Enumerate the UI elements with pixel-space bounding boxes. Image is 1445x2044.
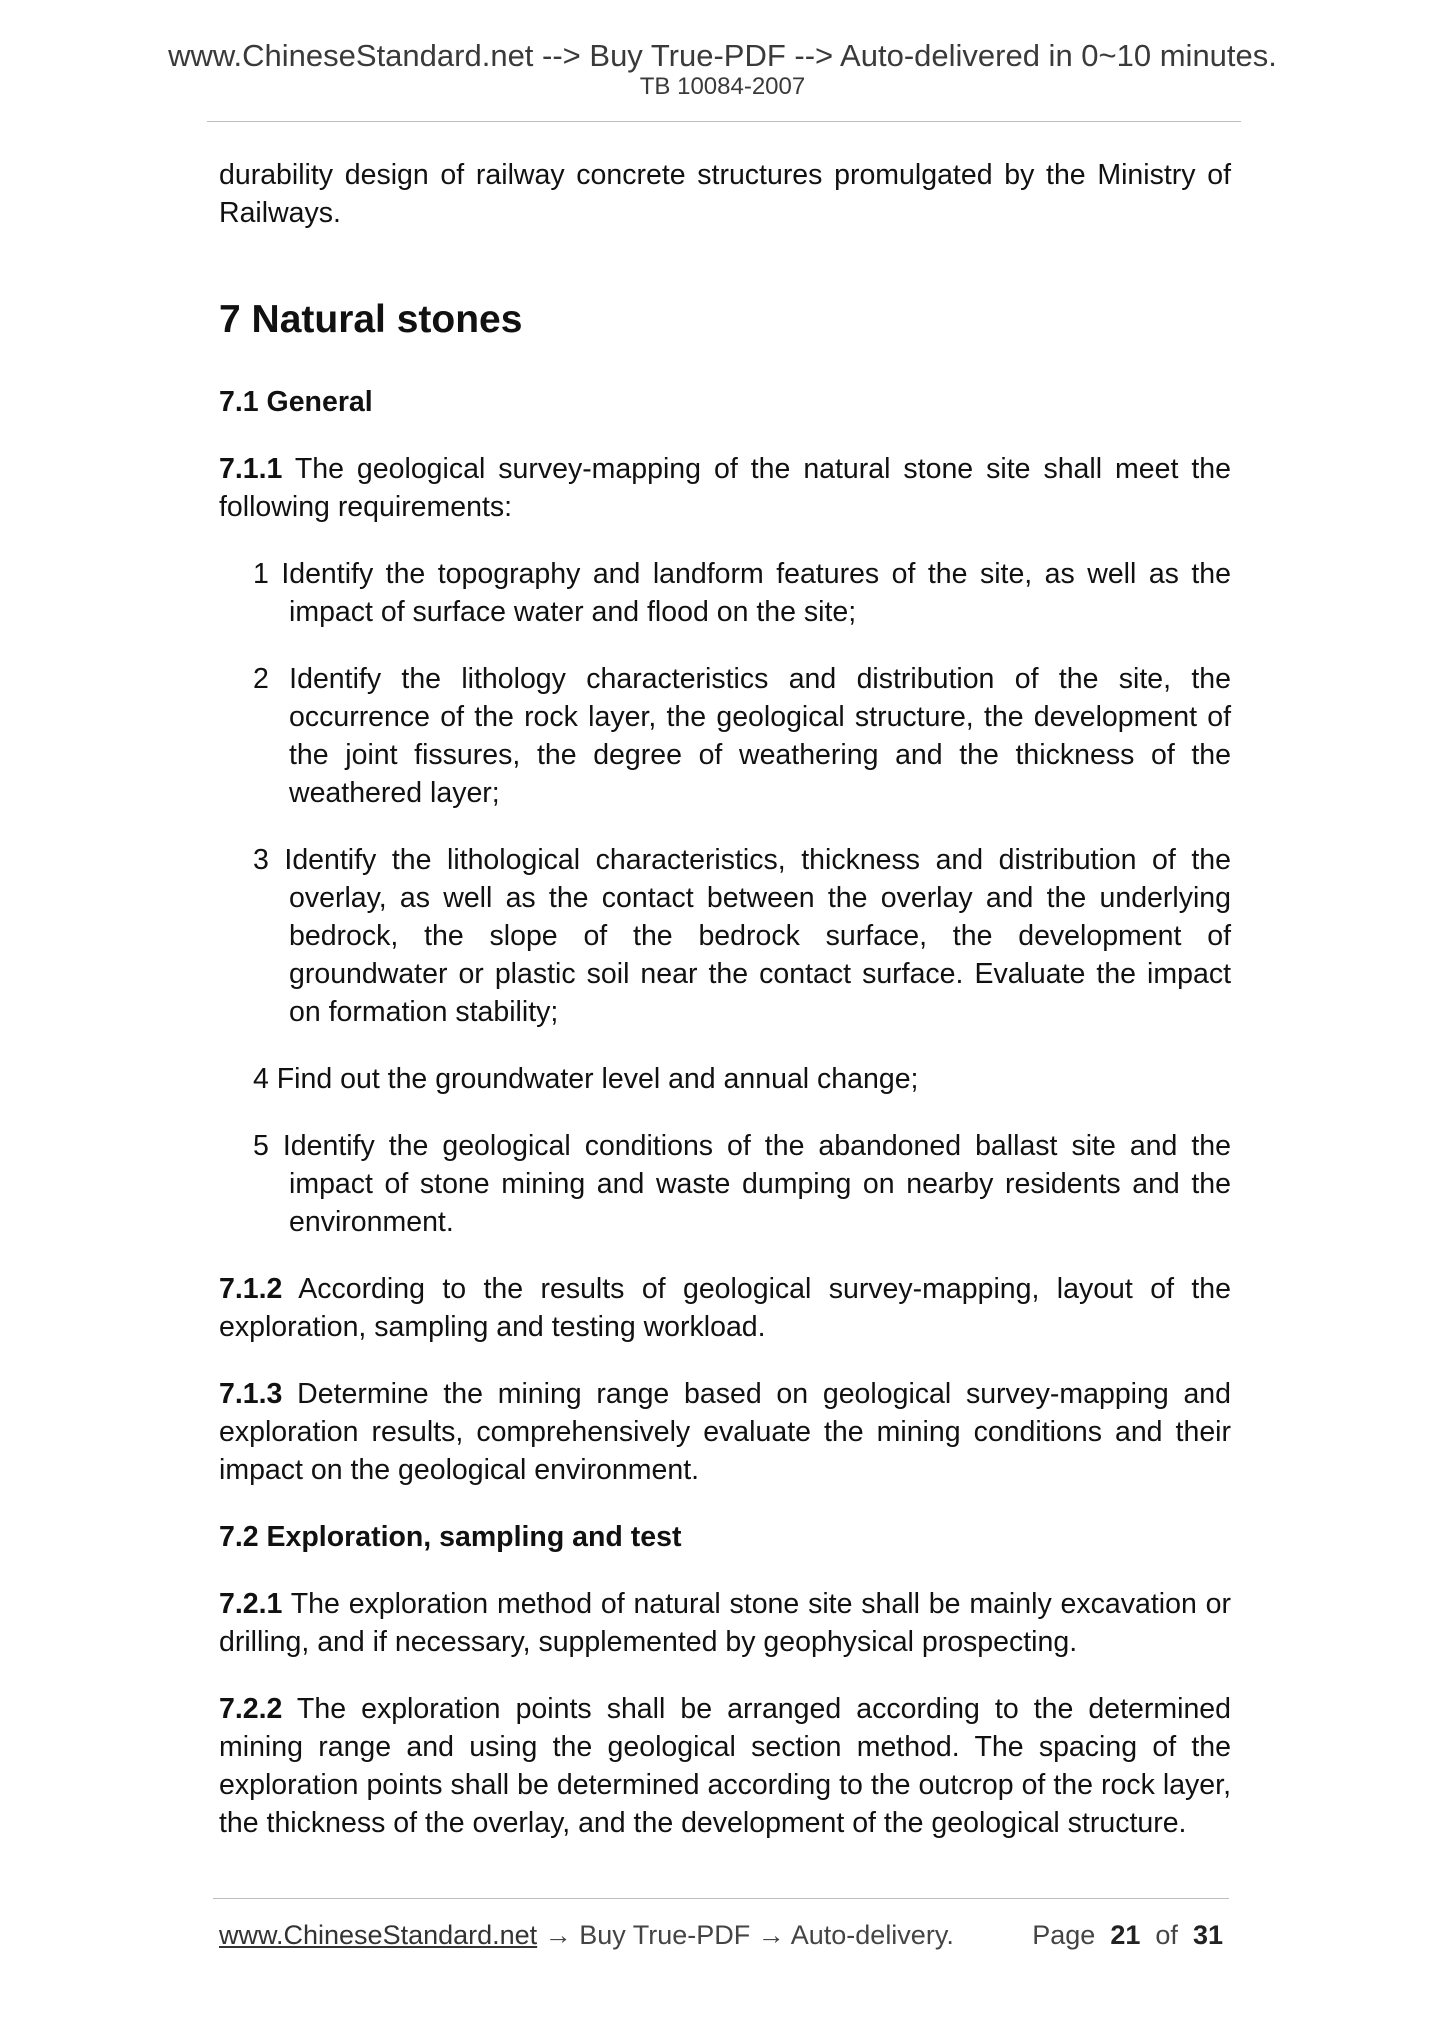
- document-id: TB 10084-2007: [639, 73, 806, 100]
- page-number: 21: [1110, 1920, 1141, 1950]
- clause-text: According to the results of geological survey-mapping, layout of the exploration, sampling and testing workload.: [219, 1273, 1231, 1343]
- list-item: 4 Find out the groundwater level and annual change;: [253, 1063, 919, 1095]
- header-divider: [207, 121, 1241, 122]
- subsection-title-7-2: 7.2 Exploration, sampling and test: [219, 1521, 682, 1553]
- clause-text: The exploration points shall be arranged according to the determined mining range and using the geological section method. The spacing of the exploration points shall be determined according to the outcrop of the rock layer, the thickness of the overlay, and the development of the geological structure.: [219, 1693, 1231, 1839]
- list-item: 3 Identify the lithological characteristics, thickness and distribution of the overlay, as well as the contact between the overlay and the underlying bedrock, the slope of the bedrock surface, the development of groundwater or plastic soil near the contact surface. Evaluate the impact on formation stability;: [253, 844, 1231, 1028]
- clause-text: The exploration method of natural stone site shall be mainly excavation or drilling, and if necessary, supplemented by geophysical prospecting.: [219, 1588, 1231, 1658]
- clause-number: 7.2.1: [219, 1588, 283, 1620]
- clause-text: Determine the mining range based on geological survey-mapping and exploration results, comprehensively evaluate the mining conditions and their impact on the geological environment.: [219, 1378, 1231, 1486]
- header-banner: www.ChineseStandard.net --> Buy True-PDF --> Auto-delivered in 0~10 minutes.: [168, 38, 1277, 73]
- clause-number: 7.2.2: [219, 1693, 283, 1725]
- of-label: of: [1155, 1920, 1178, 1950]
- clause-7-2-2: [219, 1690, 1231, 1842]
- footer-site-link[interactable]: www.ChineseStandard.net: [219, 1920, 538, 1950]
- clause-7-1-1: [219, 450, 1231, 526]
- clause-number: 7.1.3: [219, 1378, 283, 1410]
- intro-paragraph: durability design of railway concrete structures promulgated by the Ministry of Railways.: [219, 159, 1231, 229]
- footer-divider: [213, 1898, 1229, 1899]
- page-content: [219, 156, 1231, 1842]
- clause-7-2-1: [219, 1585, 1231, 1661]
- clause-7-1-3: [219, 1375, 1231, 1489]
- page-footer: [219, 1918, 1223, 1952]
- page-total: 31: [1192, 1920, 1223, 1950]
- list-item: 1 Identify the topography and landform features of the site, as well as the impact of surface water and flood on the site;: [253, 558, 1231, 628]
- footer-tagline: → Buy True-PDF → Auto-delivery.: [537, 1920, 954, 1950]
- page-indicator: [1032, 1918, 1223, 1952]
- clause-number: 7.1.2: [219, 1273, 283, 1305]
- clause-number: 7.1.1: [219, 453, 283, 485]
- page-label: Page: [1032, 1920, 1096, 1950]
- list-item: 5 Identify the geological conditions of the abandoned ballast site and the impact of stone mining and waste dumping on nearby residents and the environment.: [253, 1130, 1231, 1238]
- section-title: 7 Natural stones: [219, 298, 523, 341]
- subsection-title-7-1: 7.1 General: [219, 386, 373, 418]
- clause-text: The geological survey-mapping of the natural stone site shall meet the following requirements:: [219, 453, 1231, 523]
- clause-7-1-2: [219, 1270, 1231, 1346]
- list-item: 2 Identify the lithology characteristics and distribution of the site, the occurrence of the rock layer, the geological structure, the development of the joint fissures, the degree of weathering and the thickness of the weathered layer;: [253, 663, 1231, 809]
